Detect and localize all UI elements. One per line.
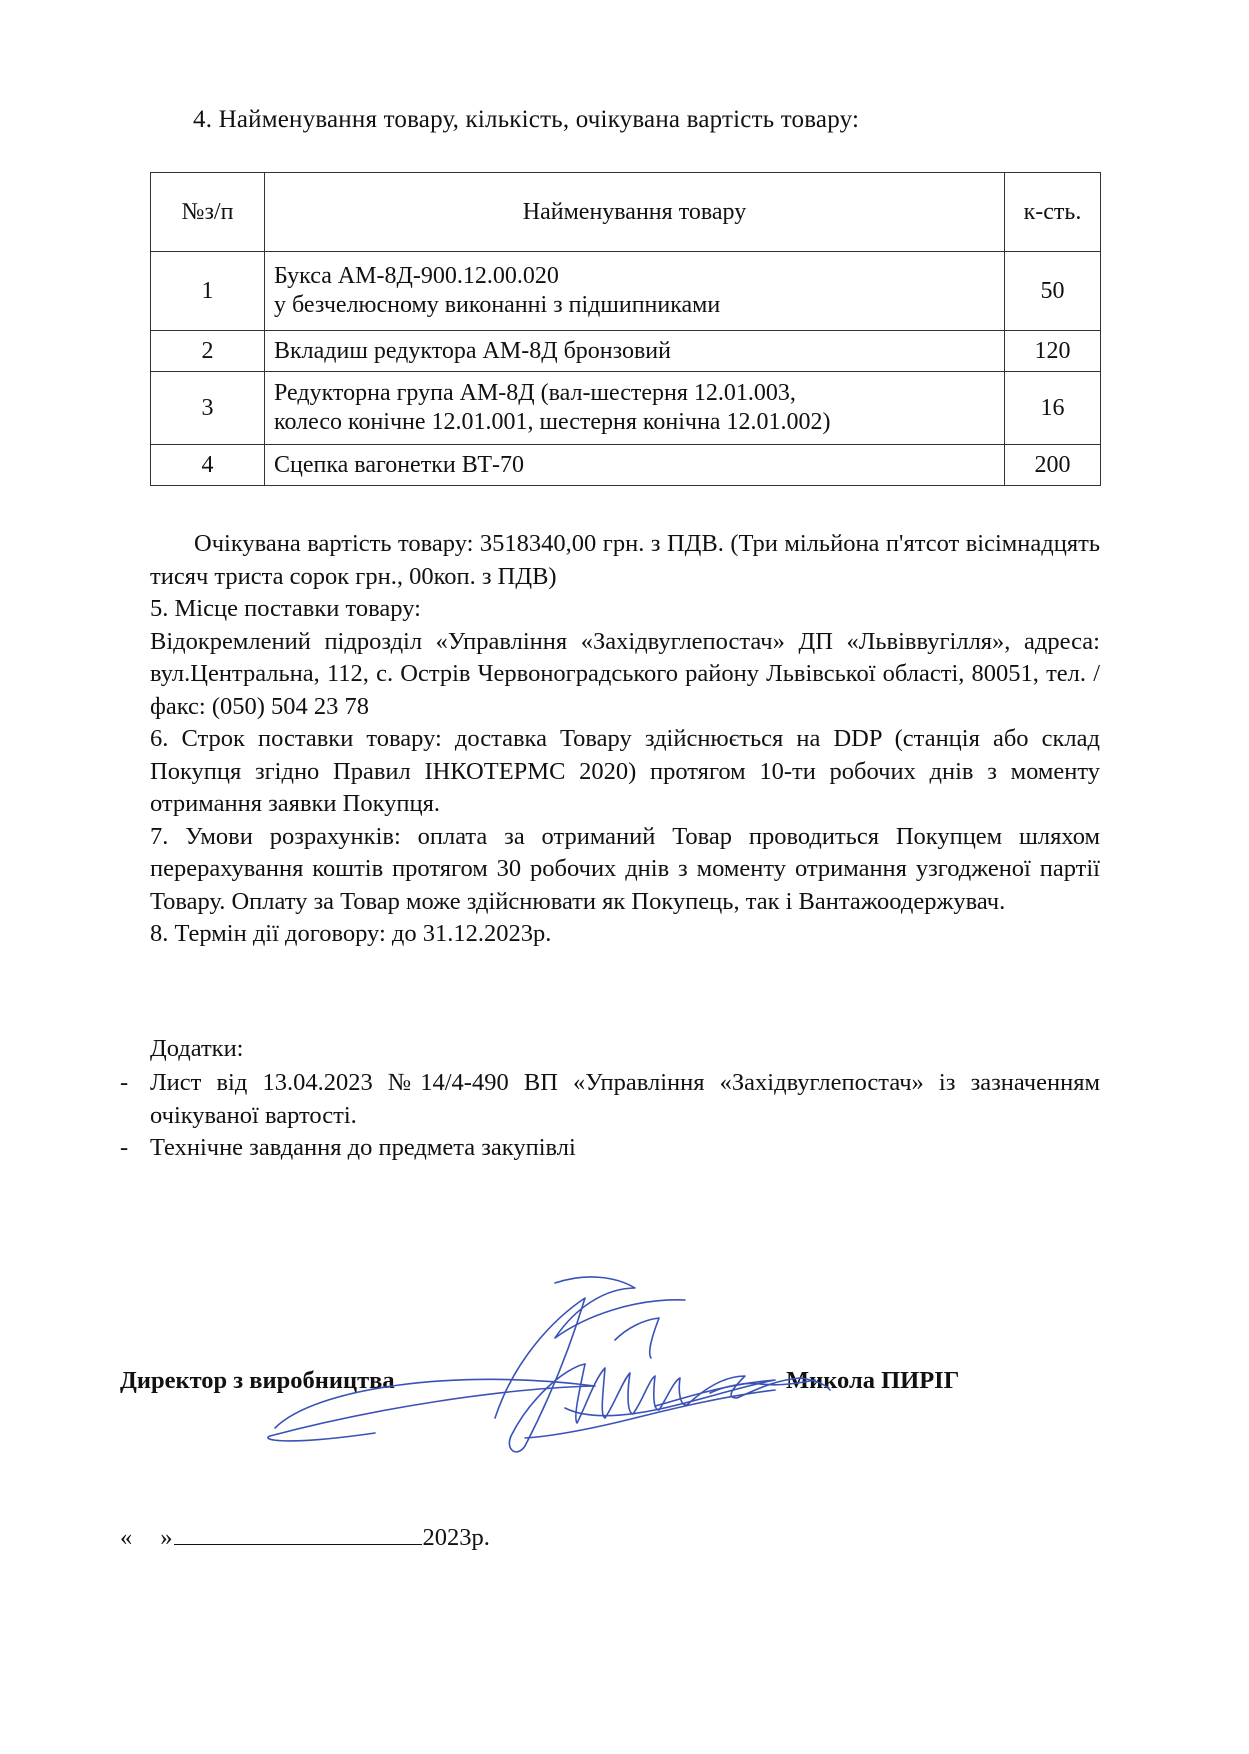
row-number: 1 bbox=[151, 252, 265, 331]
product-name-line: Редукторна група АМ-8Д (вал-шестерня 12.01.003, bbox=[274, 380, 796, 406]
date-close-quote: » bbox=[160, 1524, 173, 1551]
product-name-line: колесо конічне 12.01.001, шестерня конічна 12.01.002) bbox=[274, 409, 831, 435]
row-number: 4 bbox=[151, 445, 265, 486]
list-bullet: - bbox=[120, 1069, 129, 1096]
list-item bbox=[120, 1067, 1100, 1132]
date-year: 2023р. bbox=[422, 1524, 490, 1551]
list-item bbox=[120, 1132, 1100, 1165]
date-month-blank bbox=[174, 1522, 422, 1545]
signer-name: Микола ПИРІГ bbox=[786, 1367, 960, 1394]
row-quantity: 120 bbox=[1005, 331, 1101, 372]
list-bullet: - bbox=[120, 1134, 129, 1161]
row-product-name: Вкладиш редуктора АМ-8Д бронзовий bbox=[265, 331, 1005, 372]
date-open-quote: « bbox=[120, 1524, 133, 1551]
table-row bbox=[151, 445, 1101, 486]
annexes-list bbox=[120, 1067, 1100, 1165]
payment-terms-paragraph: 7. Умови розрахунків: оплата за отриманий Товар проводиться Покупцем шляхом перерахування коштів протягом 30 робочих днів з моменту отримання узгодженої партії Товару. Оплату за Товар може здійснювати як Покупець, так і Вантажоодержувач. bbox=[150, 822, 1100, 915]
header-product-name: Найменування товару bbox=[265, 173, 1005, 252]
row-quantity: 200 bbox=[1005, 445, 1101, 486]
product-name-line: у безчелюсному виконанні з підшипниками bbox=[274, 292, 721, 318]
table-row bbox=[151, 331, 1101, 372]
delivery-place-paragraph: Відокремлений підрозділ «Управління «Західвуглепостач» ДП «Львіввугілля», адреса: вул.Центральна, 112, с. Острів Червоноградського району Львівської області, 80051, тел. /факс: (050) 504 23 78 bbox=[150, 627, 1100, 720]
table-header-row bbox=[151, 173, 1101, 252]
table-row bbox=[151, 372, 1101, 445]
row-product-name bbox=[265, 252, 1005, 331]
header-quantity: к-сть. bbox=[1005, 173, 1101, 252]
expected-cost-paragraph: Очікувана вартість товару: 3518340,00 грн. з ПДВ. (Три мільйона п'ятсот вісімнадцять тисяч триста сорок грн., 00коп. з ПДВ) bbox=[150, 530, 1100, 590]
row-product-name bbox=[265, 372, 1005, 445]
annex-text: Технічне завдання до предмета закупівлі bbox=[150, 1134, 576, 1161]
row-product-name: Сцепка вагонетки ВТ-70 bbox=[265, 445, 1005, 486]
annexes-heading: Додатки: bbox=[150, 1035, 244, 1062]
handwritten-signature bbox=[255, 1268, 845, 1458]
row-quantity: 16 bbox=[1005, 372, 1101, 445]
product-name-line: Букса АМ-8Д-900.12.00.020 bbox=[274, 263, 559, 289]
row-number: 2 bbox=[151, 331, 265, 372]
delivery-term-paragraph: 6. Строк поставки товару: доставка Товару здійснюється на DDP (станція або склад Покупця згідно Правил ІНКОТЕРМС 2020) протягом 10-ти робочих днів з моменту отримання заявки Покупця. bbox=[150, 725, 1100, 817]
signer-position: Директор з виробництва bbox=[120, 1367, 395, 1394]
contract-terms bbox=[150, 528, 1100, 951]
row-number: 3 bbox=[151, 372, 265, 445]
annex-text: Лист від 13.04.2023 №14/4-490 ВП «Управління «Західвуглепостач» із зазначенням очікуваної вартості. bbox=[150, 1069, 1100, 1129]
table-row bbox=[151, 252, 1101, 331]
header-number: №з/п bbox=[151, 173, 265, 252]
row-quantity: 50 bbox=[1005, 252, 1101, 331]
delivery-place-heading: 5. Місце поставки товару: bbox=[150, 595, 421, 622]
date-line bbox=[120, 1522, 490, 1552]
section-4-heading: 4. Найменування товару, кількість, очікувана вартість товару: bbox=[193, 106, 860, 133]
contract-term-paragraph: 8. Термін дії договору: до 31.12.2023р. bbox=[150, 920, 552, 947]
goods-table bbox=[150, 172, 1101, 486]
